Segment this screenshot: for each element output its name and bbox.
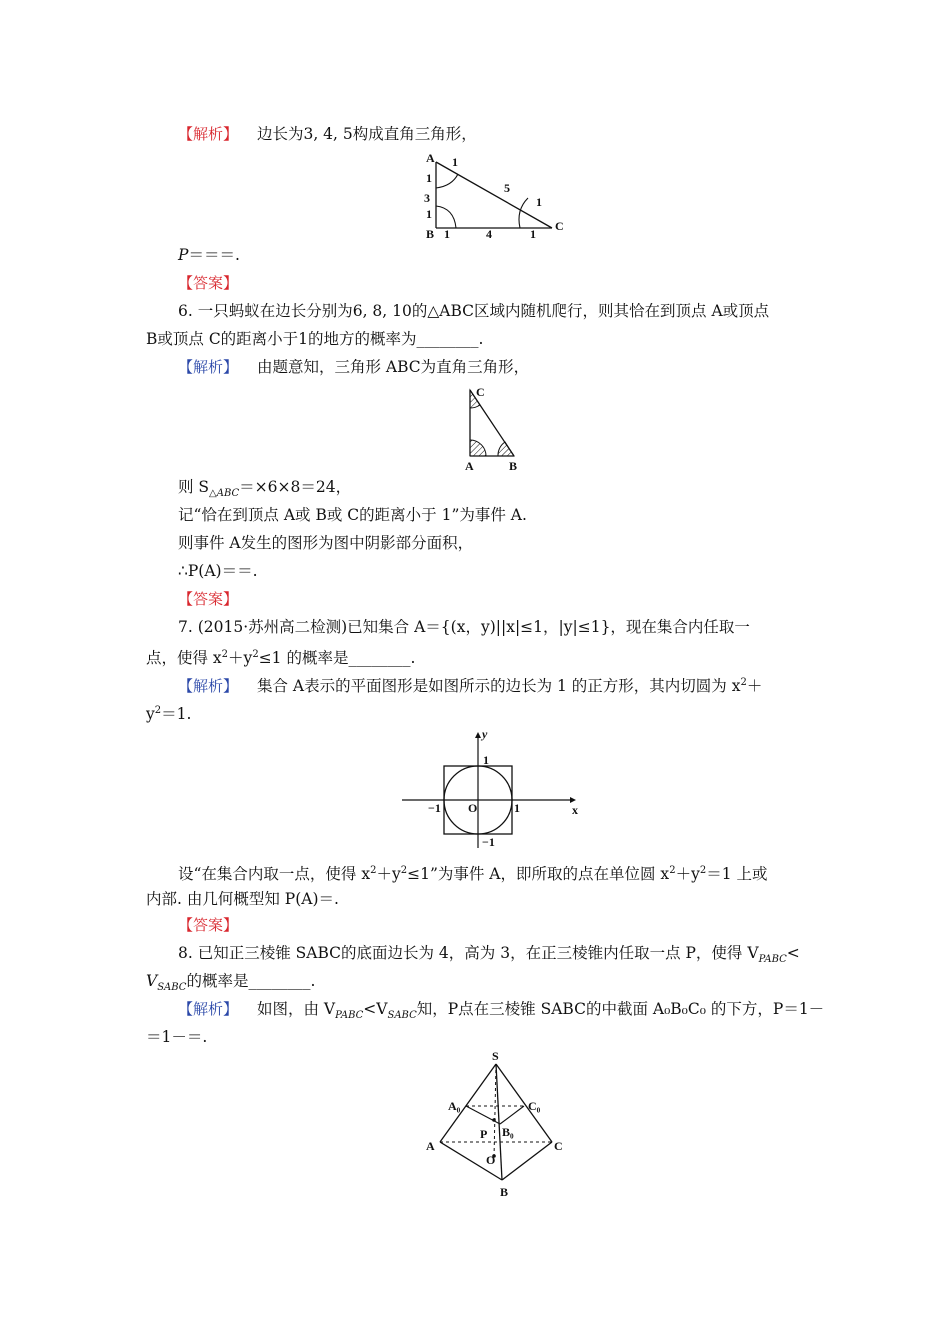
figure-pyramid [420,1050,570,1200]
fig4-label-a: A [426,1139,435,1153]
analysis-tag: 【解析】 [178,125,239,143]
event-line-q7-2: 内部. 由几何概型知 P(A)＝. [146,890,339,908]
fig1-bottom-1b: 1 [530,227,536,240]
fig3-label-right-one: 1 [514,801,520,815]
analysis-text: 边长为3, 4, 5构成直角三角形， [256,125,477,143]
shaded-area-line: 则事件 A发生的图形为图中阴影部分面积， [178,534,474,552]
answer-tag-q7: 【答案】 [178,916,239,934]
fig4-label-o: O [486,1153,496,1167]
analysis-tag: 【解析】 [178,358,239,376]
fig4-label-s: S [492,1050,499,1063]
formula-rest: ＝＝＝. [188,246,240,264]
area-formula-line: 则 $S_{\triangle ABC}=\times 6\times 8=24$， [178,478,352,500]
fig4-label-c0: C₀ [528,1099,541,1113]
figure-square-circle [398,728,588,852]
formula-var: P [178,246,189,264]
analysis-tag: 【解析】 [178,1000,239,1018]
fig4-label-b: B [500,1185,509,1199]
question-6-line-2: B或顶点 C的距离小于1的地方的概率为________. [146,330,484,348]
question-7-line-1: 7. (2015·苏州高二检测)已知集合 A＝{(x，y)||x|≤1，|y|≤1}，现在集合内任取一 [178,618,750,636]
fig2-label-b: B [509,459,518,473]
fig1-hyp-5: 5 [504,181,510,195]
event-line-q7: 设“在集合内取一点，使得 $x^2+y^2\le 1$”为事件 A，即所取的点在单位圆 $x^2+y^2=1$ 上或 [178,865,768,884]
fig4-label-c: C [554,1139,563,1153]
fig1-bottom-4: 4 [486,227,492,240]
analysis-line-q5 [178,123,477,145]
fig3-label-left-neg-one: −1 [428,801,441,815]
analysis-line-q8: 【解析】 如图，由 $V_{PABC}<V_{SABC}$知，P点在三棱锥 SABC的中截面 A₀B₀C₀ 的下方，P＝1－ [178,1000,825,1022]
fig1-label-c: C [555,219,564,233]
analysis-line-q8-2: ＝1－＝. [146,1028,208,1046]
question-6-line-1: 6. 一只蚂蚁在边长分别为6, 8, 10的△ABC区域内随机爬行，则其恰在到顶点 A或顶点 [178,302,770,320]
fig1-left-1a: 1 [426,171,432,185]
fig1-bottom-1a: 1 [444,227,450,240]
event-definition-line: 记“恰在到顶点 A或 B或 C的距离小于 1”为事件 A. [178,506,527,524]
fig1-right-1: 1 [536,195,542,209]
analysis-line-q6 [178,356,529,378]
fig1-label-a: A [426,151,435,165]
fig4-label-p: P [480,1127,488,1141]
figure-shaded-triangle [460,384,530,474]
answer-tag-q6: 【答案】 [178,590,239,608]
fig3-label-o: O [468,801,478,815]
fig4-label-b0: B₀ [502,1125,514,1139]
question-7-line-2: 点，使得 $x^2+y^2\le 1$ 的概率是________. [146,649,416,668]
fig3-label-top-one: 1 [483,753,489,767]
formula-line-q5 [178,244,240,266]
fig1-left-1b: 1 [426,207,432,221]
fig1-top-1: 1 [452,155,458,169]
analysis-line-q7-2: $y^2=1$. [146,705,192,724]
fig4-label-a0: A₀ [448,1099,461,1113]
question-8-line-2: $V_{SABC}$的概率是________. [146,972,316,994]
fig2-label-c: C [476,385,485,399]
analysis-text: 由题意知，三角形 ABC为直角三角形， [256,358,530,376]
figure-right-triangle [412,150,572,240]
fig3-label-bottom-neg-one: −1 [482,835,495,849]
question-8-line-1: 8. 已知正三棱锥 SABC的底面边长为 4，高为 3，在正三棱锥内任取一点 P，使得 $V_{PABC}<$ [178,944,800,966]
fig2-label-a: A [465,459,474,473]
fig3-label-y: y [482,728,488,741]
fig3-label-x: x [572,803,578,817]
answer-tag-q5: 【答案】 [178,274,239,292]
probability-line: ∴P(A)＝＝. [178,562,258,580]
analysis-tag: 【解析】 [178,677,239,696]
fig1-left-3: 3 [424,191,430,205]
fig1-label-b: B [426,227,435,240]
analysis-line-q7: 【解析】 集合 A表示的平面图形是如图所示的边长为 1 的正方形，其内切圆为 $x^2+$ [178,677,763,696]
